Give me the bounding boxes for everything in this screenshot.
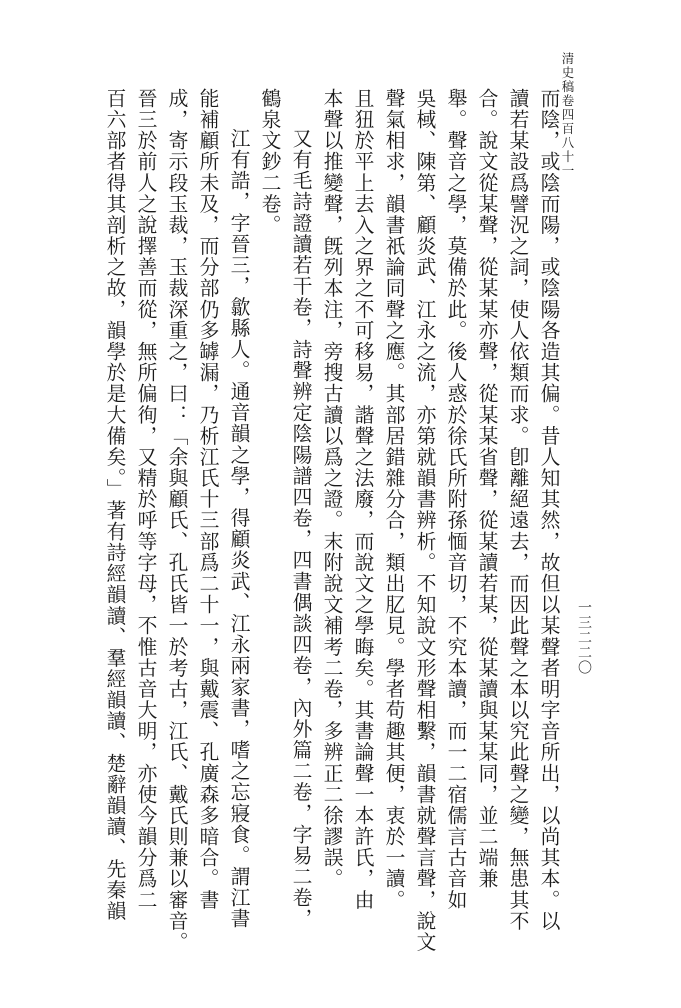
- text-column: 合。說文從某聲，從某某亦聲，從某某省聲，從某讀若某，從某讀與某某同，並二端兼: [475, 88, 498, 890]
- text-column: 且狃於平上去入之界之不可移易，諧聲之法廢，而說文之學晦矣。其書論聲一本許氏，由: [351, 88, 374, 911]
- text-column: 鶴泉文鈔二卷。: [258, 88, 281, 236]
- text-column: 江有誥，字晉三，歙縣人。通音韻之學，得顧炎武、江永兩家書，嗜之忘寢食。謂江書: [227, 128, 250, 930]
- text-column: 讀若某設爲譬況之詞，使人依類而求。卽離絕遠去，而因此聲之本以究此聲之變，無患其不: [506, 88, 529, 932]
- text-column: 本聲以推變聲，旣列本注，旁搜古讀以爲之證。末附說文補考二卷，多辨正二徐謬誤。: [320, 88, 343, 890]
- text-column: 成，寄示段玉裁，玉裁深重之，曰：「余與顧氏、孔氏皆一於考古，江氏、戴氏則兼以審音。: [165, 88, 188, 953]
- text-column: 舉。聲音之學，莫備於此。後人惑於徐氏所附孫愐音切，不究本讀，而一二宿儒言古音如: [444, 88, 467, 911]
- running-title: 清史稿卷四百八十一: [560, 52, 575, 178]
- text-column: 吳棫、陳第、顧炎武、江永之流，亦第就韻書辨析。不知說文形聲相繫，韻書就聲言聲，說文: [413, 88, 436, 953]
- text-column: 百六部者得其剖析之故，韻學於是大備矣。」著有詩經韻讀、羣經韻讀、楚辭韻讀、先秦韻: [103, 88, 126, 922]
- text-column: 聲氣相求，韻書祇論同聲之應。其部居錯雜分合，類出肊見。學者苟趣其便，衷於一讀。: [382, 88, 405, 911]
- text-column: 晉三於前人之說擇善而從，無所偏徇，又精於呼等字母，不惟古音大明，亦使今韻分爲二: [134, 88, 157, 911]
- text-column: 能補顧所未及，而分部仍多罅漏，乃析江氏十三部爲二十一，與戴震、孔廣森多暗合。書: [196, 88, 219, 911]
- text-column: 又有毛詩證讀若干卷，詩聲辨定陰陽譜四卷，四書偶談四卷，內外篇二卷，字易二卷，: [289, 128, 312, 930]
- page-number: 一三二二〇: [576, 600, 592, 675]
- text-column: 而陰，或陰而陽，或陰陽各造其偏。昔人知其然，故但以某聲者明字音所出，以尚其本。以: [537, 88, 560, 932]
